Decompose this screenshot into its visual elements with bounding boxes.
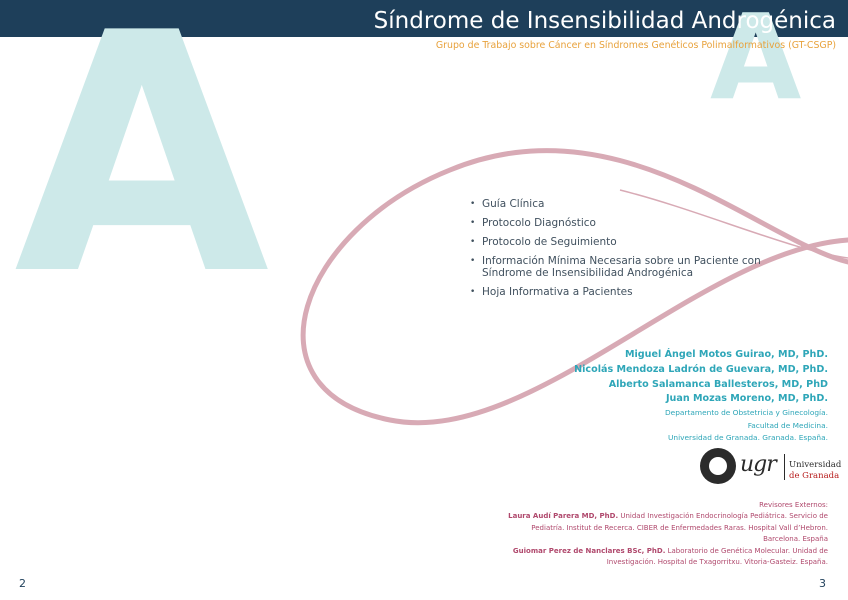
reviewer-name: Guiomar Perez de Nanclares BSc, PhD. — [512, 546, 666, 555]
author-name: Miguel Ángel Motos Guirao, MD, PhD. — [624, 349, 828, 360]
affiliation-line: Departamento de Obstetricia y Ginecología. — [664, 408, 828, 418]
reviewer-name: Laura Audí Parera MD, PhD. — [508, 512, 619, 521]
authors-block — [574, 348, 828, 445]
university-seal-icon — [700, 448, 736, 484]
contents-item: • Guía Clínica — [470, 198, 770, 210]
contents-item: • Hoja Informativa a Pacientes — [470, 286, 770, 298]
reviewer-detail: Laboratorio de Genética Molecular. Unidad de Investigación. Hospital de Txagorritxu. Vitoria-Gasteiz. España. — [606, 546, 828, 567]
page-subtitle: Grupo de Trabajo sobre Cáncer en Síndromes Genéticos Polimalformativos (GT-CSGP) — [435, 40, 836, 51]
author-name: Juan Mozas Moreno, MD, PhD. — [665, 393, 828, 405]
contents-item: • Protocolo de Seguimiento — [470, 236, 770, 248]
decorative-letter-left: A — [14, 0, 270, 347]
affiliation-line: Facultad de Medicina. — [747, 420, 828, 430]
decorative-letter-right: A — [710, 0, 802, 126]
logo-divider — [784, 454, 785, 480]
affiliation-line: Universidad de Granada. Granada. España. — [667, 433, 828, 443]
contents-item: • Protocolo Diagnóstico — [470, 217, 770, 229]
university-logo — [700, 448, 842, 488]
contents-list — [470, 198, 770, 305]
page-number-right: 3 — [819, 577, 826, 590]
reviewers-heading: Revisores Externos: — [759, 501, 828, 509]
page-title: Síndrome de Insensibilidad Androgénica — [373, 8, 836, 34]
reviewers-block — [498, 500, 828, 568]
university-name-line1: Universidad — [789, 460, 842, 470]
reviewer-entry — [498, 546, 828, 569]
university-name-line2: de Granada — [789, 471, 840, 481]
reviewer-entry — [498, 511, 828, 545]
page-number-left: 2 — [19, 577, 26, 590]
ugr-mark: ugr — [740, 452, 776, 477]
author-name: Alberto Salamanca Ballesteros, MD, PhD — [608, 378, 828, 390]
author-name: Nicolás Mendoza Ladrón de Guevara, MD, PhD. — [574, 363, 828, 375]
reviewer-detail: Unidad Investigación Endocrinología Pediátrica. Servicio de Pediatría. Institut de Recerca. CIBER de Enfermedades Raras. Hospital Vall d’Hebron. Barcelona. España — [531, 512, 828, 544]
contents-item: • Información Mínima Necesaria sobre un Paciente con Síndrome de Insensibilidad Androgénica — [470, 255, 770, 279]
university-name — [789, 460, 841, 482]
